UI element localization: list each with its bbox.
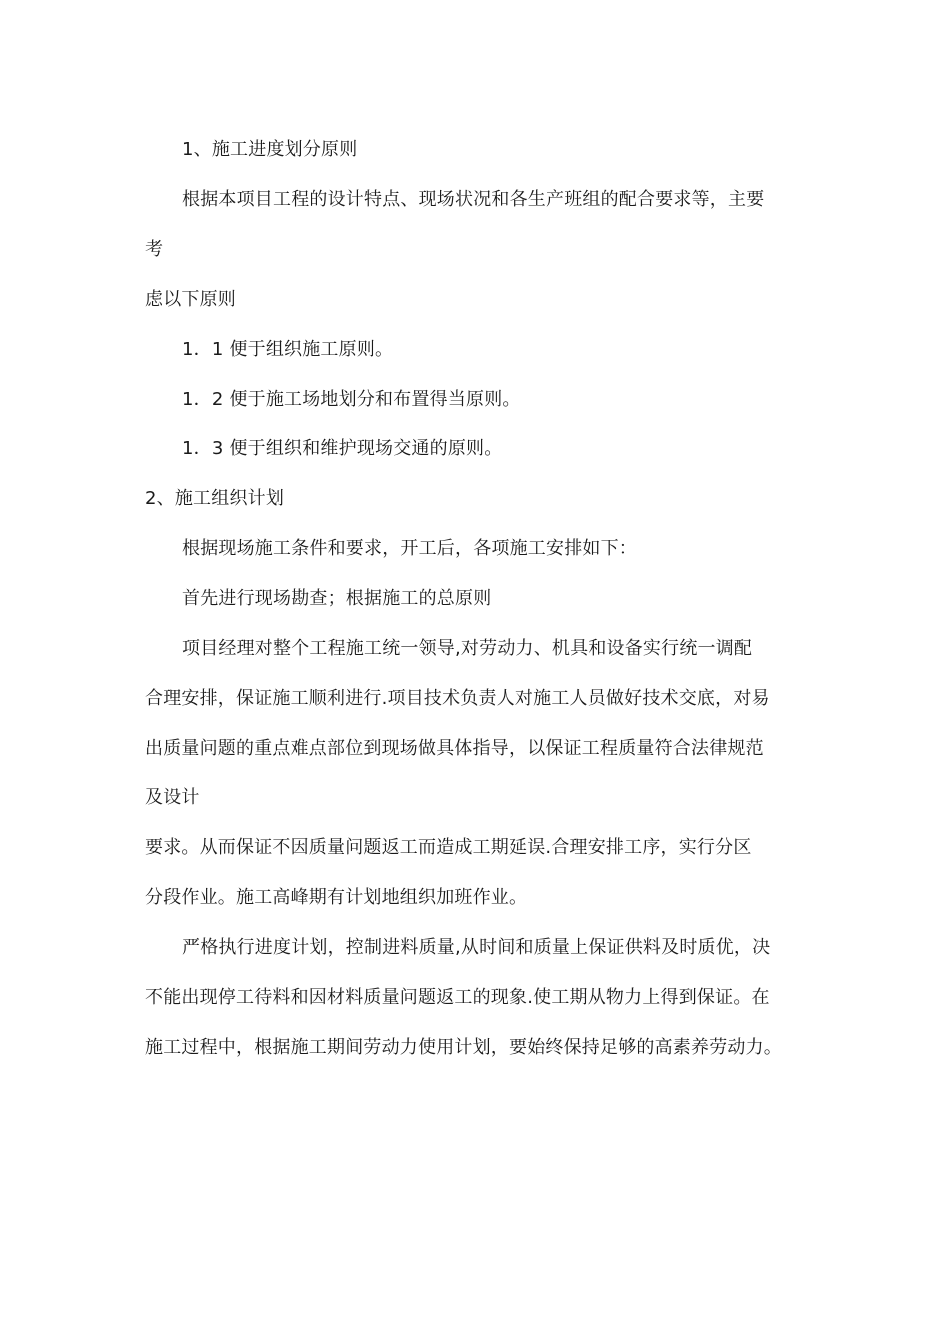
paragraph-line: 虑以下原则 [145, 289, 236, 310]
paragraph-line: 严格执行进度计划，控制进料质量,从时间和质量上保证供料及时质优，决 [182, 937, 771, 958]
paragraph-line: 出质量问题的重点难点部位到现场做具体指导，以保证工程质量符合法律规范 [145, 738, 764, 759]
paragraph-line: 项目经理对整个工程施工统一领导,对劳动力、机具和设备实行统一调配 [182, 638, 753, 659]
paragraph-line: 不能出现停工待料和因材料质量问题返工的现象.使工期从物力上得到保证。在 [145, 987, 770, 1008]
paragraph-line: 合理安排，保证施工顺利进行.项目技术负责人对施工人员做好技术交底，对易 [145, 688, 770, 709]
heading-schedule-principles: 1、施工进度划分原则 [182, 139, 358, 160]
list-item: 1．2 便于施工场地划分和布置得当原则。 [182, 389, 521, 410]
paragraph-line: 根据现场施工条件和要求，开工后，各项施工安排如下： [182, 538, 637, 559]
paragraph-line: 根据本项目工程的设计特点、现场状况和各生产班组的配合要求等，主要 [182, 189, 765, 210]
paragraph-line: 施工过程中，根据施工期间劳动力使用计划，要始终保持足够的高素养劳动力。 [145, 1037, 782, 1058]
heading-organization-plan: 2、施工组织计划 [145, 488, 285, 509]
paragraph-line: 要求。从而保证不因质量问题返工而造成工期延误.合理安排工序，实行分区 [145, 837, 752, 858]
list-item: 1．3 便于组织和维护现场交通的原则。 [182, 438, 503, 459]
paragraph-line: 分段作业。施工高峰期有计划地组织加班作业。 [145, 887, 528, 908]
paragraph-line: 首先进行现场勘查；根据施工的总原则 [182, 588, 492, 609]
paragraph-line: 及设计 [145, 787, 200, 808]
list-item: 1．1 便于组织施工原则。 [182, 339, 394, 360]
paragraph-line: 考 [145, 239, 164, 260]
